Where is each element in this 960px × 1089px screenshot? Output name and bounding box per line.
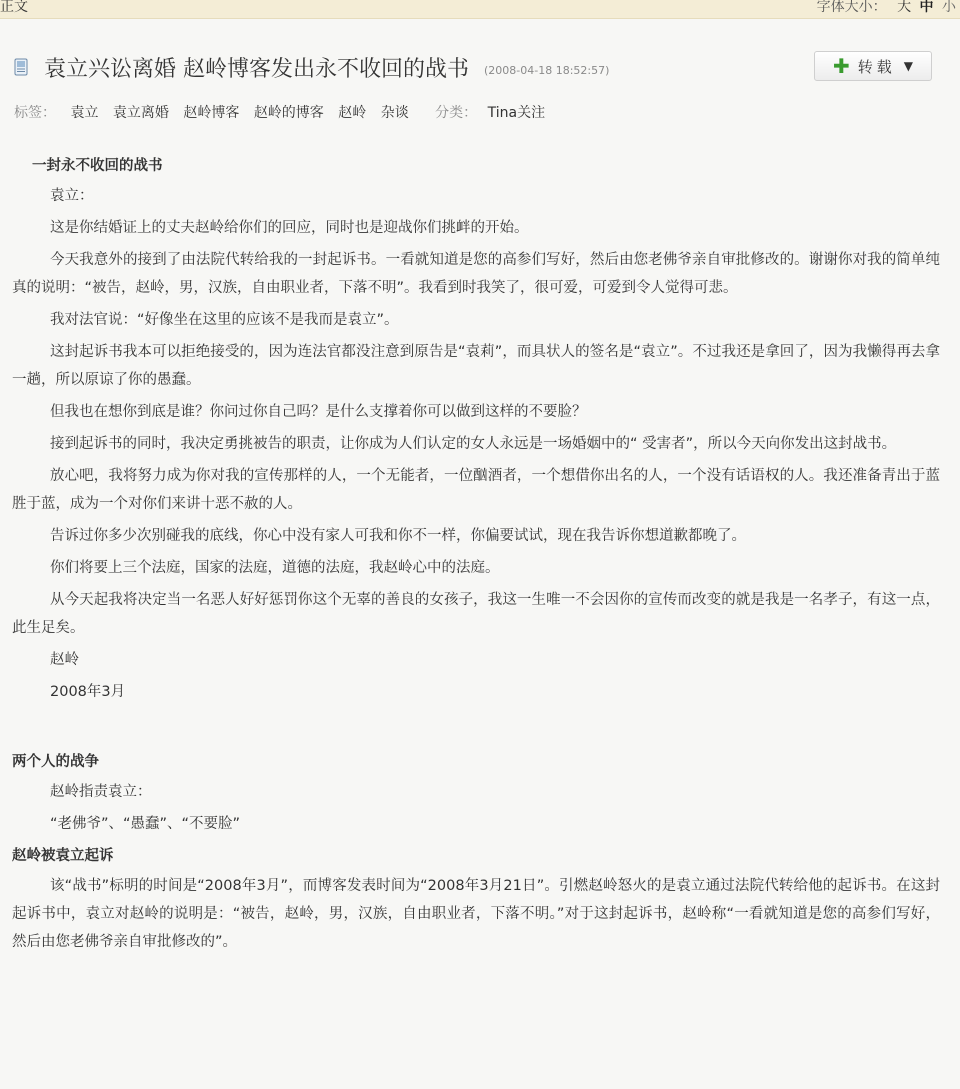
post-title: 袁立兴讼离婚 赵岭博客发出永不收回的战书 — [44, 57, 469, 82]
body-label: 正文 — [0, 0, 28, 15]
caret-down-icon: ▼ — [903, 59, 913, 73]
signature: 赵岭 — [50, 652, 79, 668]
paragraph: 你们将要上三个法庭，国家的法庭，道德的法庭，我赵岭心中的法庭。 — [50, 560, 500, 576]
paragraph: 该“战书”标明的时间是“2008年3月”，而博客发表时间为“2008年3月21日”。引燃赵岭怒火的是袁立通过法院代转给他的起诉书。在这封起诉书中，袁立对赵岭的说明是：“被告，赵岭，男，汉族，自由职业者，下落不明。”对于这封起诉书，赵岭称“一看就知道是您的高参们写好，然后由您老佛爷亲自审批修改的”。 — [12, 878, 940, 950]
paragraph: 我对法官说：“好像坐在这里的应该不是我而是袁立”。 — [50, 312, 399, 328]
repost-label: 转载 — [857, 57, 896, 76]
font-size-large-link[interactable]: 大 — [897, 0, 912, 15]
spacer — [0, 710, 960, 748]
post-title-row — [44, 52, 609, 83]
tags-row — [14, 102, 545, 122]
article-body — [0, 152, 960, 960]
paragraph: 今天我意外的接到了由法院代转给我的一封起诉书。一看就知道是您的高参们写好，然后由您老佛爷亲自审批修改的。谢谢你对我的简单纯真的说明：“被告，赵岭，男，汉族，自由职业者，下落不明”。我看到时我笑了，很可爱，可爱到令人觉得可悲。 — [12, 252, 940, 296]
tag-link[interactable]: 袁立 — [70, 105, 99, 121]
font-size-small-link[interactable]: 小 — [942, 0, 956, 15]
post-document-icon — [14, 58, 28, 76]
top-bar — [0, 0, 960, 19]
tag-link[interactable]: 袁立离婚 — [112, 105, 169, 121]
paragraph: 但我也在想你到底是谁？你问过你自己吗？是什么支撑着你可以做到这样的不要脸？ — [50, 404, 587, 420]
section-heading: 两个人的战争 — [12, 754, 99, 770]
paragraph: 赵岭指责袁立： — [50, 784, 152, 800]
category-label: 分类： — [435, 105, 478, 121]
paragraph: 告诉过你多少次别碰我的底线，你心中没有家人可我和你不一样，你偏要试试，现在我告诉你想道歉都晚了。 — [50, 528, 746, 544]
section-heading: 一封永不收回的战书 — [32, 158, 163, 174]
font-size-label: 字体大小： — [816, 0, 887, 15]
post-date: (2008-04-18 18:52:57) — [484, 63, 610, 77]
font-size-medium-link[interactable]: 中 — [919, 0, 934, 15]
signature-date: 2008年3月 — [50, 684, 126, 700]
paragraph: 这是你结婚证上的丈夫赵岭给你们的回应，同时也是迎战你们挑衅的开始。 — [50, 220, 529, 236]
tags-label: 标签： — [14, 105, 56, 121]
plus-icon: ✚ — [832, 54, 850, 78]
tag-link[interactable]: 杂谈 — [380, 105, 409, 121]
paragraph: 从今天起我将决定当一名恶人好好惩罚你这个无辜的善良的女孩子，我这一生唯一不会因你的宣传而改变的就是我是一名孝子，有这一点，此生足矣。 — [12, 592, 940, 636]
section-heading: 赵岭被袁立起诉 — [12, 848, 114, 864]
tag-link[interactable]: 赵岭 — [338, 105, 367, 121]
paragraph: 接到起诉书的同时，我决定勇挑被告的职责，让你成为人们认定的女人永远是一场婚姻中的“ 受害者”，所以今天向你发出这封战书。 — [50, 436, 897, 452]
paragraph: “老佛爷”、“愚蠢”、“不要脸” — [50, 816, 241, 832]
category-link[interactable]: Tina关注 — [487, 105, 546, 121]
paragraph: 放心吧，我将努力成为你对我的宣传那样的人，一个无能者，一位酗酒者，一个想借你出名的人，一个没有话语权的人。我还准备青出于蓝胜于蓝，成为一个对你们来讲十恶不赦的人。 — [12, 468, 940, 512]
repost-button[interactable] — [814, 51, 932, 81]
tag-link[interactable]: 赵岭的博客 — [253, 105, 324, 121]
greeting: 袁立： — [50, 188, 94, 204]
font-size-controls — [817, 0, 956, 16]
paragraph: 这封起诉书我本可以拒绝接受的，因为连法官都没注意到原告是“袁莉”，而具状人的签名是“袁立”。不过我还是拿回了，因为我懒得再去拿一趟，所以原谅了你的愚蠢。 — [12, 344, 940, 388]
tag-link[interactable]: 赵岭博客 — [183, 105, 240, 121]
